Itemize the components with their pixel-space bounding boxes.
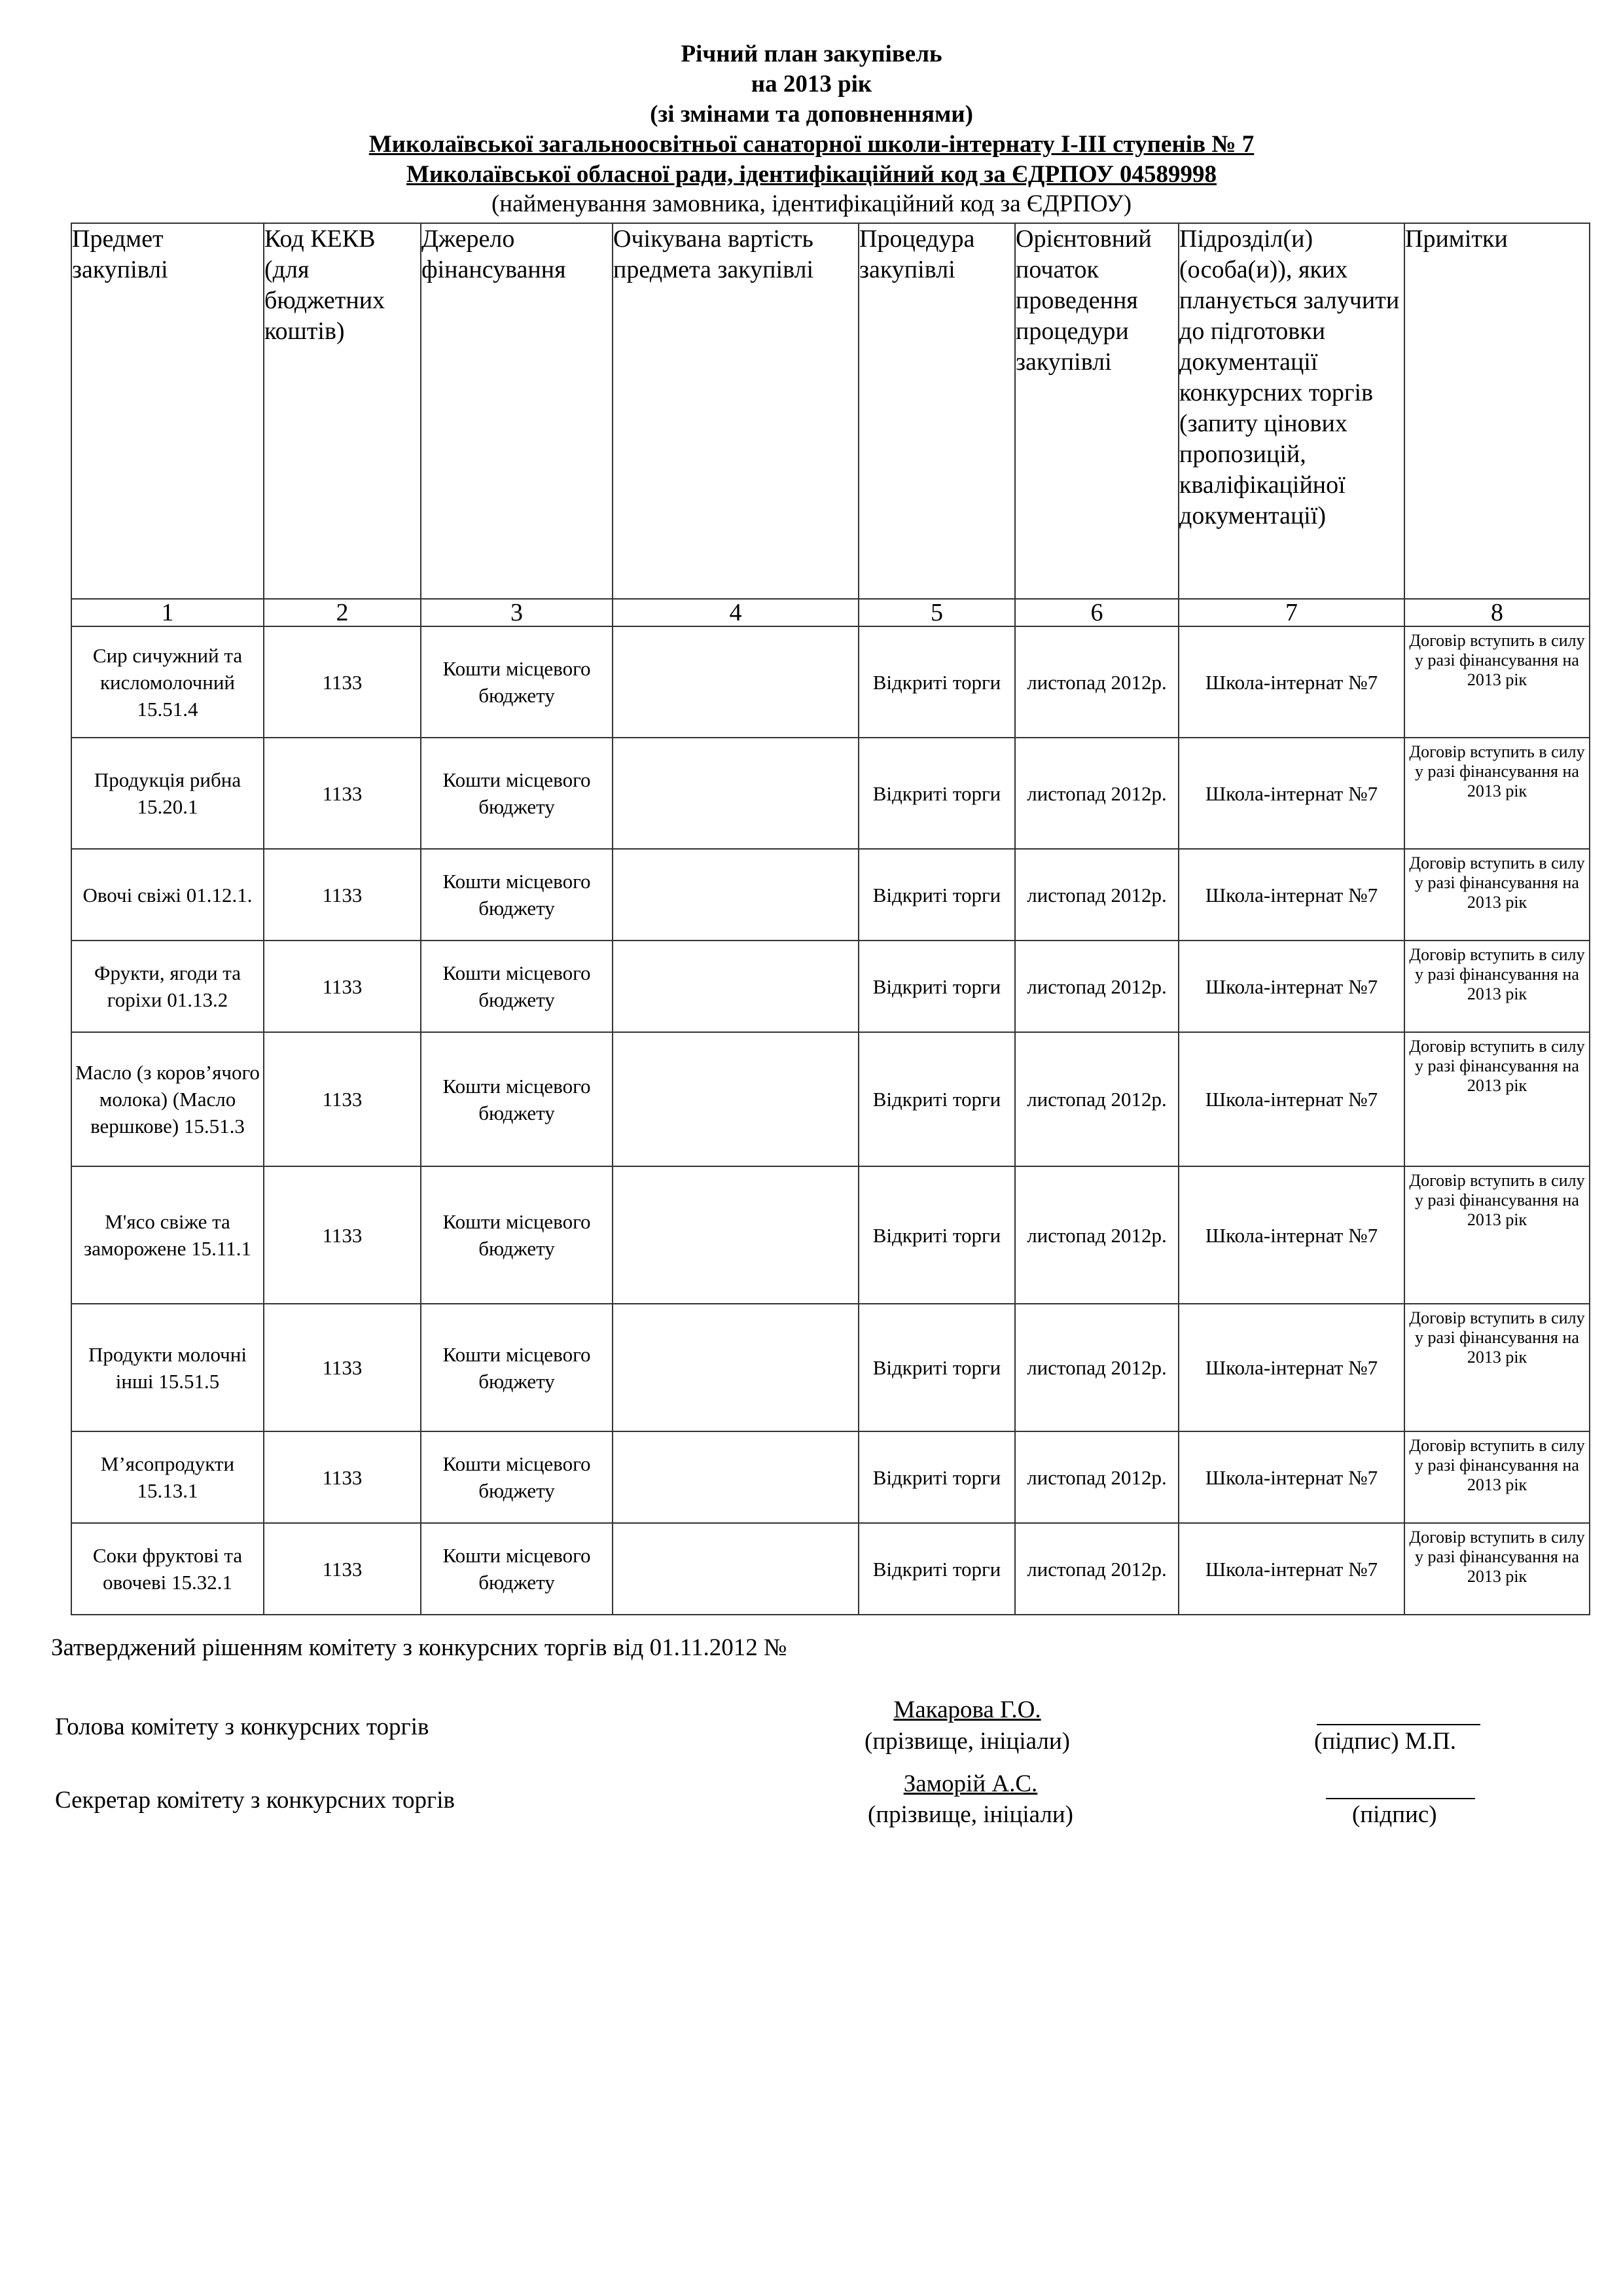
start-cell: листопад 2012р.	[1015, 738, 1179, 849]
cost-cell	[613, 1523, 859, 1615]
start-cell: листопад 2012р.	[1015, 941, 1179, 1032]
start-cell: листопад 2012р.	[1015, 1032, 1179, 1166]
table-row	[71, 1523, 1590, 1615]
committee-head-label: Голова комітету з конкурсних торгів	[55, 1713, 429, 1740]
cost-cell	[613, 941, 859, 1032]
source-cell: Кошти місцевого бюджету	[421, 1166, 613, 1304]
column-header: Підрозділ(и) (особа(и)), яких планується залучити до підготовки документації конкурсних торгів (запиту цінових пропозицій, кваліфікаційної документації)	[1179, 223, 1404, 599]
procedure-cell: Відкриті торги	[859, 849, 1015, 941]
source-cell: Кошти місцевого бюджету	[421, 849, 613, 941]
source-cell: Кошти місцевого бюджету	[421, 626, 613, 738]
column-number: 1	[71, 599, 264, 626]
procedure-cell: Відкриті торги	[859, 941, 1015, 1032]
note-cell: Договір вступить в силу у разі фінансування на 2013 рік	[1404, 738, 1590, 849]
kekv-cell: 1133	[264, 941, 421, 1032]
item-cell: М'ясо свіже та заморожене 15.11.1	[71, 1166, 264, 1304]
item-cell: Масло (з коров’ячого молока) (Масло вершкове) 15.51.3	[71, 1032, 264, 1166]
customer-name-line2: Миколаївської обласної ради, ідентифікаційний код за ЄДРПОУ 04589998	[406, 161, 1217, 188]
procedure-cell: Відкриті торги	[859, 1166, 1015, 1304]
procedure-cell: Відкриті торги	[859, 626, 1015, 738]
cost-cell	[613, 1431, 859, 1523]
note-cell: Договір вступить в силу у разі фінансування на 2013 рік	[1404, 849, 1590, 941]
kekv-cell: 1133	[264, 1166, 421, 1304]
table-row	[71, 1166, 1590, 1304]
customer-name-line1: Миколаївської загальноосвітньої санаторної школи-інтернату І-ІІІ ступенів № 7	[368, 131, 1255, 158]
kekv-cell: 1133	[264, 1304, 421, 1431]
table-row	[71, 738, 1590, 849]
committee-secretary-sign-caption: (підпис)	[1352, 1801, 1437, 1828]
procedure-cell: Відкриті торги	[859, 1304, 1015, 1431]
kekv-cell: 1133	[264, 1523, 421, 1615]
note-cell: Договір вступить в силу у разі фінансування на 2013 рік	[1404, 1304, 1590, 1431]
item-cell: Овочі свіжі 01.12.1.	[71, 849, 264, 941]
item-cell: М’ясопродукти 15.13.1	[71, 1431, 264, 1523]
column-header: Примітки	[1404, 223, 1590, 599]
column-header: Орієнтовний початок проведення процедури закупівлі	[1015, 223, 1179, 599]
cost-cell	[613, 626, 859, 738]
cost-cell	[613, 1166, 859, 1304]
source-cell: Кошти місцевого бюджету	[421, 1304, 613, 1431]
column-number: 6	[1015, 599, 1179, 626]
committee-secretary-name: Заморій А.С.	[903, 1770, 1038, 1797]
start-cell: листопад 2012р.	[1015, 1431, 1179, 1523]
column-number: 8	[1404, 599, 1590, 626]
source-cell: Кошти місцевого бюджету	[421, 1523, 613, 1615]
column-number: 4	[613, 599, 859, 626]
cost-cell	[613, 1304, 859, 1431]
column-number: 3	[421, 599, 613, 626]
source-cell: Кошти місцевого бюджету	[421, 1431, 613, 1523]
column-header: Джерело фінансування	[421, 223, 613, 599]
committee-secretary-name-caption: (прізвище, ініціали)	[868, 1801, 1073, 1828]
item-cell: Продукти молочні інші 15.51.5	[71, 1304, 264, 1431]
kekv-cell: 1133	[264, 1032, 421, 1166]
table-header-row	[71, 223, 1590, 599]
secretary-signature-line	[1326, 1798, 1475, 1799]
procedure-cell: Відкриті торги	[859, 1032, 1015, 1166]
item-cell: Соки фруктові та овочеві 15.32.1	[71, 1523, 264, 1615]
cost-cell	[613, 738, 859, 849]
cost-cell	[613, 1032, 859, 1166]
kekv-cell: 1133	[264, 849, 421, 941]
kekv-cell: 1133	[264, 626, 421, 738]
column-numbers-row	[71, 599, 1590, 626]
source-cell: Кошти місцевого бюджету	[421, 1032, 613, 1166]
column-number: 5	[859, 599, 1015, 626]
cost-cell	[613, 849, 859, 941]
committee-head-name: Макарова Г.О.	[893, 1696, 1041, 1723]
note-cell: Договір вступить в силу у разі фінансування на 2013 рік	[1404, 941, 1590, 1032]
start-cell: листопад 2012р.	[1015, 849, 1179, 941]
table-row	[71, 849, 1590, 941]
kekv-cell: 1133	[264, 1431, 421, 1523]
document-year: на 2013 рік	[751, 71, 872, 98]
title-block	[0, 39, 1623, 219]
start-cell: листопад 2012р.	[1015, 626, 1179, 738]
column-number: 2	[264, 599, 421, 626]
start-cell: листопад 2012р.	[1015, 1304, 1179, 1431]
table-row	[71, 941, 1590, 1032]
committee-secretary-label: Секретар комітету з конкурсних торгів	[55, 1787, 455, 1814]
start-cell: листопад 2012р.	[1015, 1166, 1179, 1304]
note-cell: Договір вступить в силу у разі фінансування на 2013 рік	[1404, 626, 1590, 738]
procedure-cell: Відкриті торги	[859, 738, 1015, 849]
kekv-cell: 1133	[264, 738, 421, 849]
note-cell: Договір вступить в силу у разі фінансування на 2013 рік	[1404, 1166, 1590, 1304]
column-header: Предмет закупівлі	[71, 223, 264, 599]
unit-cell: Школа-інтернат №7	[1179, 1431, 1404, 1523]
column-number: 7	[1179, 599, 1404, 626]
source-cell: Кошти місцевого бюджету	[421, 941, 613, 1032]
unit-cell: Школа-інтернат №7	[1179, 1304, 1404, 1431]
table-row	[71, 1304, 1590, 1431]
customer-caption: (найменування замовника, ідентифікаційний код за ЄДРПОУ)	[491, 190, 1132, 217]
note-cell: Договір вступить в силу у разі фінансування на 2013 рік	[1404, 1431, 1590, 1523]
column-header: Очікувана вартість предмета закупівлі	[613, 223, 859, 599]
approval-text: Затверджений рішенням комітету з конкурсних торгів від 01.11.2012 №	[51, 1634, 787, 1661]
procedure-cell: Відкриті торги	[859, 1431, 1015, 1523]
note-cell: Договір вступить в силу у разі фінансування на 2013 рік	[1404, 1523, 1590, 1615]
unit-cell: Школа-інтернат №7	[1179, 626, 1404, 738]
note-cell: Договір вступить в силу у разі фінансування на 2013 рік	[1404, 1032, 1590, 1166]
unit-cell: Школа-інтернат №7	[1179, 941, 1404, 1032]
table-row	[71, 1431, 1590, 1523]
unit-cell: Школа-інтернат №7	[1179, 1166, 1404, 1304]
head-signature-line	[1317, 1724, 1480, 1725]
item-cell: Продукція рибна 15.20.1	[71, 738, 264, 849]
document-amendments: (зі змінами та доповненнями)	[650, 101, 973, 128]
column-header: Код КЕКВ (для бюджетних коштів)	[264, 223, 421, 599]
unit-cell: Школа-інтернат №7	[1179, 738, 1404, 849]
committee-head-sign-caption: (підпис) М.П.	[1314, 1728, 1456, 1755]
source-cell: Кошти місцевого бюджету	[421, 738, 613, 849]
committee-head-name-caption: (прізвище, ініціали)	[865, 1728, 1070, 1755]
table-row	[71, 1032, 1590, 1166]
table-row	[71, 626, 1590, 738]
document-title: Річний план закупівель	[681, 41, 942, 67]
procurement-plan-table	[71, 223, 1590, 1615]
unit-cell: Школа-інтернат №7	[1179, 1523, 1404, 1615]
item-cell: Сир сичужний та кисломолочний 15.51.4	[71, 626, 264, 738]
column-header: Процедура закупівлі	[859, 223, 1015, 599]
unit-cell: Школа-інтернат №7	[1179, 849, 1404, 941]
unit-cell: Школа-інтернат №7	[1179, 1032, 1404, 1166]
item-cell: Фрукти, ягоди та горіхи 01.13.2	[71, 941, 264, 1032]
procedure-cell: Відкриті торги	[859, 1523, 1015, 1615]
start-cell: листопад 2012р.	[1015, 1523, 1179, 1615]
